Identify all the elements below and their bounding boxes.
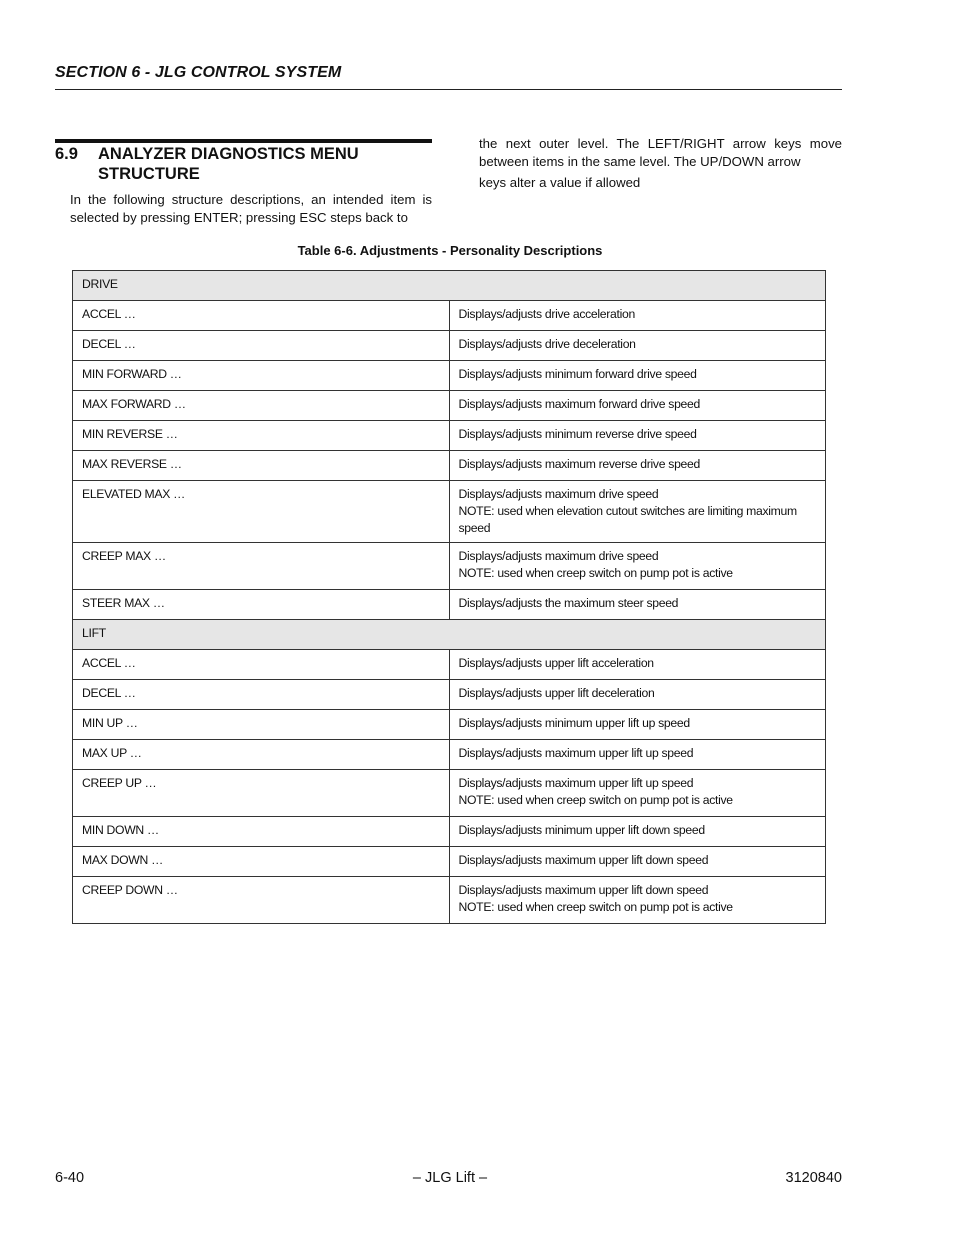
description-cell <box>449 770 826 817</box>
description-note: NOTE: used when creep switch on pump pot is active <box>458 566 733 580</box>
description-cell <box>449 331 826 361</box>
table-row <box>73 481 826 543</box>
intro-paragraph-right-text: the next outer level. The LEFT/RIGHT arrow keys move between items in the same level. The UP/DOWN arrow <box>479 136 842 169</box>
description-text: Displays/adjusts maximum forward drive speed <box>458 397 700 411</box>
menu-item-cell: ACCEL … <box>73 301 450 331</box>
menu-item-cell: MIN FORWARD … <box>73 361 450 391</box>
description-cell <box>449 650 826 680</box>
menu-item-cell: CREEP UP … <box>73 770 450 817</box>
description-text: Displays/adjusts maximum upper lift down speed <box>458 883 709 897</box>
description-cell <box>449 710 826 740</box>
description-text: Displays/adjusts maximum upper lift down speed <box>458 853 709 867</box>
description-text: Displays/adjusts maximum upper lift up speed <box>458 746 694 760</box>
description-cell <box>449 680 826 710</box>
menu-item-cell: ELEVATED MAX … <box>73 481 450 543</box>
personality-descriptions-table <box>72 270 826 924</box>
table-row <box>73 451 826 481</box>
section-title: ANALYZER DIAGNOSTICS MENU STRUCTURE <box>98 145 359 183</box>
table-row <box>73 301 826 331</box>
menu-item-cell: MAX DOWN … <box>73 847 450 877</box>
description-cell <box>449 391 826 421</box>
table-row <box>73 680 826 710</box>
description-cell <box>449 481 826 543</box>
description-text: Displays/adjusts maximum upper lift up speed <box>458 776 694 790</box>
description-text: Displays/adjusts minimum upper lift down speed <box>458 823 705 837</box>
group-label: LIFT <box>73 620 826 650</box>
table-row <box>73 421 826 451</box>
menu-item-cell: DECEL … <box>73 331 450 361</box>
description-cell <box>449 361 826 391</box>
intro-paragraph-left: In the following structure descriptions, an intended item is selected by pressing ENTER; pressing ESC steps back to <box>70 192 432 225</box>
section-number: 6.9 <box>55 145 78 163</box>
header-rule <box>55 89 842 90</box>
description-cell <box>449 740 826 770</box>
description-note: NOTE: used when creep switch on pump pot is active <box>458 793 733 807</box>
table-row <box>73 331 826 361</box>
menu-item-cell: MAX REVERSE … <box>73 451 450 481</box>
description-text: Displays/adjusts upper lift deceleration <box>458 686 655 700</box>
description-text: Displays/adjusts minimum reverse drive speed <box>458 427 697 441</box>
description-cell <box>449 590 826 620</box>
table-row <box>73 650 826 680</box>
description-cell <box>449 421 826 451</box>
table-row <box>73 361 826 391</box>
footer-publisher: – JLG Lift – <box>412 1170 488 1186</box>
document-number: 3120840 <box>785 1170 842 1186</box>
menu-item-cell: MIN REVERSE … <box>73 421 450 451</box>
section-rule <box>55 139 432 143</box>
description-cell <box>449 817 826 847</box>
menu-item-cell: STEER MAX … <box>73 590 450 620</box>
description-text: Displays/adjusts the maximum steer speed <box>458 596 679 610</box>
description-cell <box>449 877 826 924</box>
menu-item-cell: DECEL … <box>73 680 450 710</box>
intro-paragraph-right-last-line: keys alter a value if allowed <box>479 175 641 190</box>
table-row <box>73 817 826 847</box>
menu-item-cell: MAX UP … <box>73 740 450 770</box>
description-text: Displays/adjusts drive deceleration <box>458 337 636 351</box>
table-caption: Table 6-6. Adjustments - Personality Descriptions <box>297 243 603 258</box>
description-cell <box>449 847 826 877</box>
table-group-row <box>73 271 826 301</box>
description-cell <box>449 301 826 331</box>
menu-item-cell: CREEP MAX … <box>73 543 450 590</box>
menu-item-cell: MIN UP … <box>73 710 450 740</box>
description-text: Displays/adjusts minimum forward drive speed <box>458 367 697 381</box>
description-text: Displays/adjusts maximum drive speed <box>458 487 659 501</box>
table-row <box>73 740 826 770</box>
table-row <box>73 391 826 421</box>
description-note: NOTE: used when elevation cutout switches are limiting maximum speed <box>458 504 797 535</box>
description-cell <box>449 543 826 590</box>
intro-paragraph-right <box>479 135 842 192</box>
description-text: Displays/adjusts upper lift acceleration <box>458 656 654 670</box>
table-row <box>73 770 826 817</box>
table-row <box>73 710 826 740</box>
table-row <box>73 877 826 924</box>
description-note: NOTE: used when creep switch on pump pot is active <box>458 900 733 914</box>
menu-item-cell: CREEP DOWN … <box>73 877 450 924</box>
table-body <box>73 271 826 924</box>
page-number: 6-40 <box>55 1170 85 1186</box>
description-text: Displays/adjusts maximum drive speed <box>458 549 659 563</box>
table-row <box>73 543 826 590</box>
menu-item-cell: MIN DOWN … <box>73 817 450 847</box>
group-label: DRIVE <box>73 271 826 301</box>
table-row <box>73 590 826 620</box>
description-cell <box>449 451 826 481</box>
description-text: Displays/adjusts drive acceleration <box>458 307 635 321</box>
menu-item-cell: ACCEL … <box>73 650 450 680</box>
description-text: Displays/adjusts minimum upper lift up speed <box>458 716 690 730</box>
section-header: SECTION 6 - JLG CONTROL SYSTEM <box>55 64 342 81</box>
table-group-row <box>73 620 826 650</box>
description-text: Displays/adjusts maximum reverse drive speed <box>458 457 700 471</box>
menu-item-cell: MAX FORWARD … <box>73 391 450 421</box>
table-row <box>73 847 826 877</box>
